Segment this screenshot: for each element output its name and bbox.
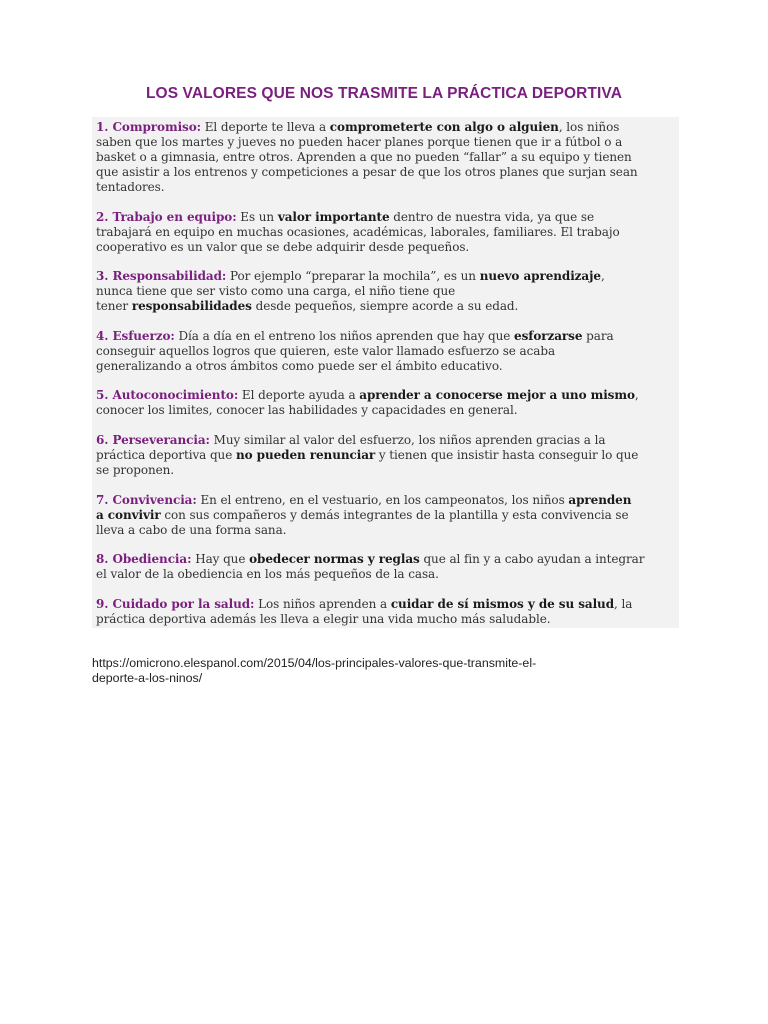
value-item-text: El deporte te lleva a xyxy=(201,120,330,134)
value-item-text: cooperativo es un valor que se debe adquirir desde pequeños. xyxy=(96,239,470,254)
value-item xyxy=(96,269,679,314)
value-item-emphasis: aprender a conocerse mejor a uno mismo xyxy=(359,388,635,403)
value-item-heading: 6. Perseverancia: xyxy=(96,432,210,447)
value-item-emphasis: comprometerte con algo o alguien xyxy=(329,120,559,134)
value-item-text: Muy similar al valor del esfuerzo, los niños aprenden gracias a la xyxy=(209,432,606,447)
source-url-line-1: https://omicrono.elespanol.com/2015/04/los-principales-valores-que-transmite-el- xyxy=(92,656,537,670)
value-item-text: práctica deportiva que xyxy=(96,447,236,462)
value-item-text: tentadores. xyxy=(96,180,165,194)
value-item-emphasis: nuevo aprendizaje xyxy=(479,269,601,284)
value-item-heading: 7. Convivencia: xyxy=(96,492,197,507)
value-item-text: generalizando a otros ámbitos como puede ser el ámbito educativo. xyxy=(96,358,503,373)
value-item-text: que al fin y a cabo ayudan a integrar xyxy=(419,552,645,567)
value-item xyxy=(96,210,679,255)
value-item-heading: 4. Esfuerzo: xyxy=(96,328,175,343)
value-item-emphasis: no pueden renunciar xyxy=(235,447,376,462)
value-item-emphasis: obedecer normas y reglas xyxy=(249,552,420,567)
value-item-text: práctica deportiva además les lleva a elegir una vida mucho más saludable. xyxy=(96,611,551,626)
value-item-text: En el entreno, en el vestuario, en los campeonatos, los niños xyxy=(196,492,569,507)
value-item-emphasis: a convivir xyxy=(96,507,161,522)
value-item-text: , la xyxy=(614,596,633,611)
value-item-heading: 2. Trabajo en equipo: xyxy=(96,209,237,224)
value-item-text: dentro de nuestra vida, ya que se xyxy=(389,209,595,224)
value-item-heading: 9. Cuidado por la salud: xyxy=(96,596,255,611)
value-item-text: trabajará en equipo en muchas ocasiones, académicas, laborales, familiares. El trabajo xyxy=(96,224,620,239)
value-item-text: con sus compañeros y demás integrantes de la plantilla y esta convivencia se xyxy=(160,507,629,522)
value-item-text: saben que los martes y jueves no pueden hacer planes porque tienen que ir a fútbol o a xyxy=(96,135,623,149)
value-item-text: Por ejemplo “preparar la mochila”, es un xyxy=(226,269,480,284)
value-item xyxy=(96,120,679,195)
value-item xyxy=(96,388,679,418)
value-item xyxy=(96,329,679,374)
value-item-emphasis: aprenden xyxy=(568,492,632,507)
value-item xyxy=(96,597,679,627)
source-url-line-2: deporte-a-los-ninos/ xyxy=(92,671,203,685)
value-item-heading: 5. Autoconocimiento: xyxy=(96,388,239,403)
value-item-text: el valor de la obediencia en los más pequeños de la casa. xyxy=(96,567,439,582)
value-item xyxy=(96,552,679,582)
value-item-heading: 8. Obediencia: xyxy=(96,552,192,567)
source-url[interactable] xyxy=(92,656,692,686)
value-item-text: Hay que xyxy=(191,552,250,567)
value-item-text: se proponen. xyxy=(96,462,175,477)
value-item-text: nunca tiene que ser visto como una carga, el niño tiene que xyxy=(96,284,456,299)
value-item-text: , xyxy=(634,388,639,403)
value-item xyxy=(96,493,679,538)
value-item-heading: 1. Compromiso: xyxy=(96,120,201,134)
values-list xyxy=(96,120,679,627)
value-item-text: basket o a gimnasia, entre otros. Aprenden a que no pueden “fallar” a su equipo y tienen xyxy=(96,150,632,164)
value-item-text: Los niños aprenden a xyxy=(254,596,391,611)
value-item-text: para xyxy=(582,328,614,343)
value-item-heading: 3. Responsabilidad: xyxy=(96,269,227,284)
value-item-text: y tienen que insistir hasta conseguir lo que xyxy=(375,447,639,462)
value-item-text: lleva a cabo de una forma sana. xyxy=(96,522,287,537)
value-item-text: , xyxy=(600,269,605,284)
value-item-text: Día a día en el entreno los niños aprenden que hay que xyxy=(174,328,515,343)
value-item-emphasis: responsabilidades xyxy=(131,299,252,314)
value-item-emphasis: valor importante xyxy=(277,209,390,224)
value-item-text: desde pequeños, siempre acorde a su edad. xyxy=(251,299,519,314)
value-item-text: Es un xyxy=(236,209,278,224)
page-title: LOS VALORES QUE NOS TRASMITE LA PRÁCTICA DEPORTIVA xyxy=(145,85,623,102)
value-item-text: que asistir a los entrenos y competiciones a pesar de que los otros planes que surjan sean xyxy=(96,165,638,179)
value-item xyxy=(96,433,679,478)
value-item-emphasis: esforzarse xyxy=(514,328,583,343)
value-item-emphasis: cuidar de sí mismos y de su salud xyxy=(390,596,615,611)
value-item-text: El deporte ayuda a xyxy=(238,388,360,403)
value-item-text: tener xyxy=(96,299,132,314)
value-item-text: conseguir aquellos logros que quieren, este valor llamado esfuerzo se acaba xyxy=(96,343,556,358)
value-item-text: , los niños xyxy=(558,120,620,134)
value-item-text: conocer los limites, conocer las habilidades y capacidades en general. xyxy=(96,403,518,418)
